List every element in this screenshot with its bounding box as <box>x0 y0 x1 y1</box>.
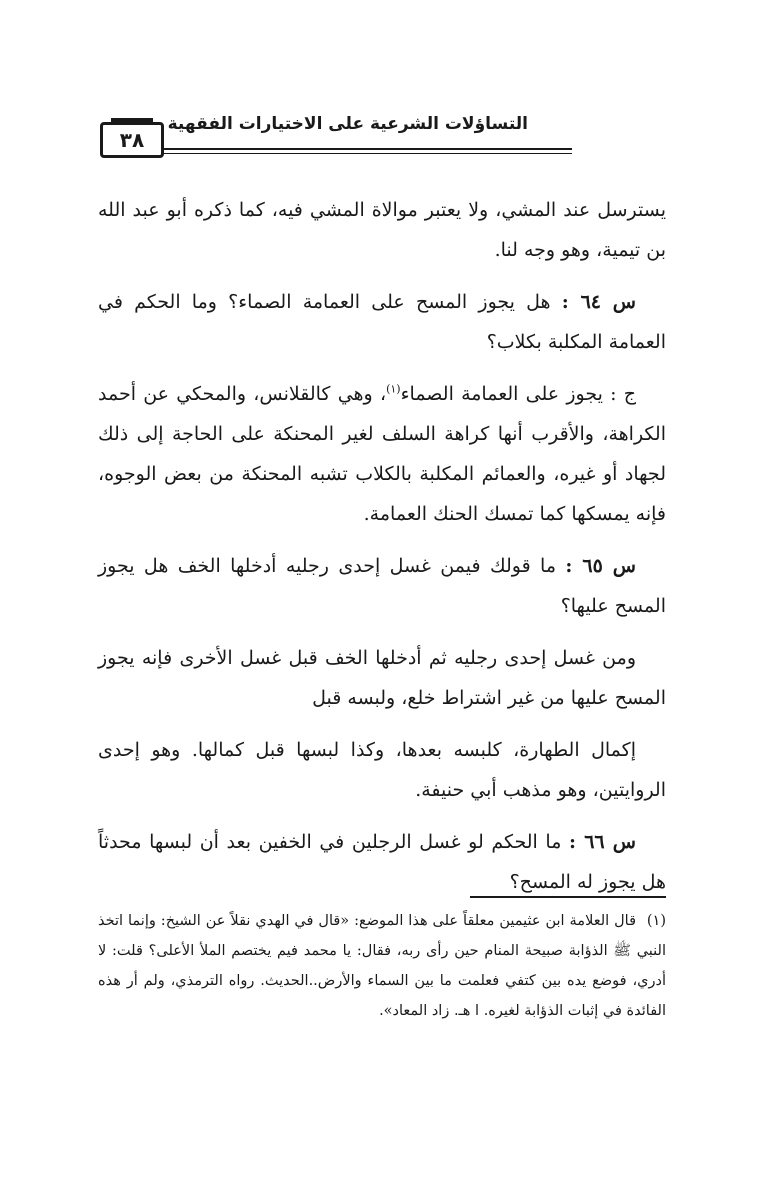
main-text <box>98 190 666 914</box>
running-title: التساؤلات الشرعية على الاختيارات الفقهية <box>167 114 528 134</box>
question-label: س ٦٦ : <box>569 831 636 853</box>
header-rule <box>100 148 572 150</box>
answer-64 <box>98 374 666 534</box>
question-text: هل يجوز المسح على العمامة الصماء؟ وما الحكم في العمامة المكلبة بكلاب؟ <box>98 291 666 353</box>
question-text: ما قولك فيمن غسل إحدى رجليه أدخلها الخف هل يجوز المسح عليها؟ <box>98 555 666 617</box>
question-66 <box>98 822 666 902</box>
footnotes <box>98 906 666 1026</box>
footnote-reference: (١) <box>386 382 401 396</box>
question-65 <box>98 546 666 626</box>
header-rule-thin <box>100 153 572 154</box>
paragraph-continuation <box>98 190 666 270</box>
footnote-text: قال العلامة ابن عثيمين معلقاً على هذا الموضع: «قال في الهدي نقلاً عن الشيخ: وإنما اتخذ النبي ﷺ الذؤابة صبيحة المنام حين رأى ربه، فقال: يا محمد فيم يختصم الملأ الأعلى؟ قلت: لا أدري، فوضع يده بين كتفي فعلمت ما بين السماء والأرض..الحديث. رواه الترمذي، ولم أر هذه الفائدة في إثبات الذؤابة لغيره. ا هـ. زاد المعاد». <box>98 913 666 1019</box>
footnote-separator <box>470 896 666 898</box>
page-header <box>100 110 668 160</box>
page-number: ٣٨ <box>100 122 164 158</box>
question-text: ما الحكم لو غسل الرجلين في الخفين بعد أن لبسها محدثاً هل يجوز له المسح؟ <box>98 831 666 893</box>
question-label: س ٦٤ : <box>561 291 636 313</box>
answer-text-start: ج : يجوز على العمامة الصماء <box>400 383 636 405</box>
answer-text-end: ، وهي كالقلانس، والمحكي عن أحمد الكراهة، والأقرب أنها كراهة السلف لغير المحنكة على الحاجة إلى ذلك لجهاد أو غيره، والعمائم المكلبة بالكلاب تشبه المحنكة من بعض الوجوه، فإنه يمسكها كما تمسك الحنك العمامة. <box>98 383 666 525</box>
paragraph-text: إكمال الطهارة، كلبسه بعدها، وكذا لبسها قبل كمالها. وهو إحدى الروايتين، وهو مذهب أبي حنيفة. <box>98 739 666 801</box>
paragraph-text: يسترسل عند المشي، ولا يعتبر موالاة المشي فيه، كما ذكره أبو عبد الله بن تيمية، وهو وجه لنا. <box>98 199 666 261</box>
answer-65-part2 <box>98 730 666 810</box>
answer-65-part1 <box>98 638 666 718</box>
question-label: س ٦٥ : <box>565 555 636 577</box>
question-64 <box>98 282 666 362</box>
footnote-number: (١) <box>646 913 666 929</box>
paragraph-text: ومن غسل إحدى رجليه ثم أدخلها الخف قبل غسل الأخرى فإنه يجوز المسح عليها من غير اشتراط خلع، ولبسه قبل <box>98 647 666 709</box>
